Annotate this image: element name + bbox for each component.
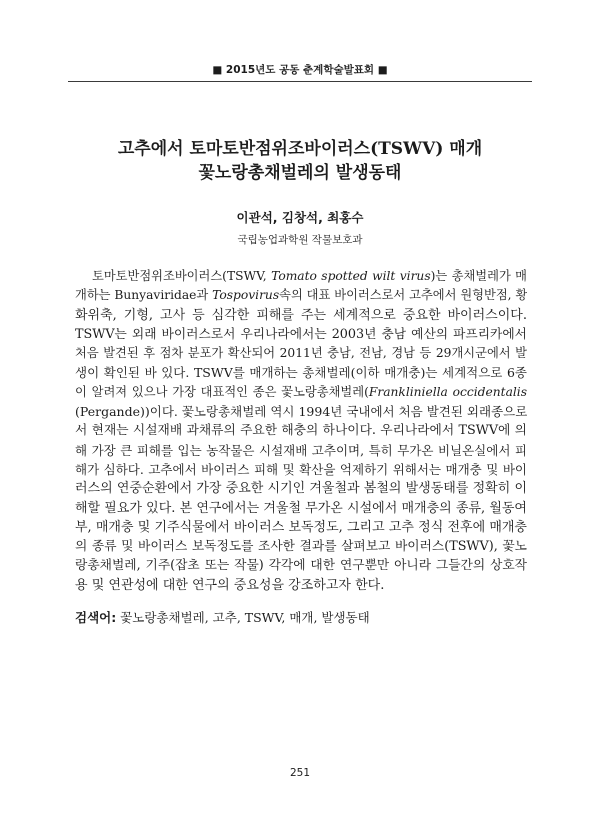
abstract-text: (Pergande))이다. 꽃노랑총채벌레 역시 1994년 국내에서 처음 발견된 외래종으로 [75,404,527,420]
keywords-value: 꽃노랑총채벌레, 고추, TSWV, 매개, 발생동태 [116,610,370,625]
abstract-line [75,344,527,363]
abstract-text: 화위축, 기형, 고사 등 심각한 피해를 주는 세계적으로 중요한 바이러스이다. [75,307,527,323]
abstract-line [75,441,527,460]
abstract-line [75,402,527,421]
abstract-text: 토마토반점위조바이러스(TSWV, [92,269,272,283]
abstract-text: 용 및 연관성에 대한 연구의 중요성을 강조하고자 한다. [75,577,385,593]
title-line-1: 고추에서 토마토반점위조바이러스(TSWV) 매개 [117,139,483,159]
keywords [75,608,527,627]
scientific-name: Tomato spotted wilt virus [271,269,431,283]
header-rule [68,81,532,82]
abstract-text: 개하는 Bunyaviridae과 [75,288,213,303]
author-list: 이관석, 김창석, 최홍수 [236,210,364,225]
scientific-name: Frankliniella occidentalis [368,384,527,399]
abstract-text: 속의 대표 바이러스로서 고추에서 원형반점, 황 [279,288,527,303]
abstract-text: 부, 매개충 및 기주식물에서 바이러스 보독정도, 그리고 고추 정식 전후에 매개충 [75,519,527,535]
abstract-line [75,518,527,537]
page-number: 251 [289,767,311,779]
abstract-text: )는 총채벌레가 매 [430,269,527,283]
abstract-text: 러스의 연중순환에서 가장 중요한 시기인 겨울철과 봄철의 발생동태를 정확히 이 [75,481,527,497]
abstract-text: 처음 발견된 후 점차 분포가 확산되어 2011년 충남, 전남, 경남 등 29개시군에서 발 [75,346,527,361]
abstract-line [75,383,527,402]
abstract-line [75,537,527,556]
abstract-text: 랑총채벌레, 기주(잡초 또는 작물) 각각에 대한 연구뿐만 아니라 그들간의 상호작 [75,558,527,574]
keywords-label: 검색어: [75,610,117,625]
abstract-text: 생이 확인된 바 있다. TSWV를 매개하는 총채벌레(이하 매개충)는 세계적으로 6종 [75,365,527,381]
abstract-line [75,499,527,518]
abstract-text: TSWV는 외래 바이러스로서 우리나라에서는 2003년 충남 예산의 파프리카에서 [75,326,527,342]
abstract-line [75,286,527,305]
abstract-line [75,576,527,595]
abstract-text: 해 가장 큰 피해를 입는 농작물은 시설재배 고추이며, 특히 무가온 비닐온실에서 피 [75,442,527,458]
abstract-text: 의 종류 및 바이러스 보독정도를 조사한 결과를 살펴보고 바이러스(TSWV), 꽃노 [75,539,527,555]
abstract-line [75,325,527,344]
abstract-line [75,363,527,382]
abstract-line [75,479,527,498]
abstract-line [75,421,527,440]
abstract-text: 서 현재는 시설재배 과채류의 주요한 해충의 하나이다. 우리나라에서 TSWV에 의 [75,423,527,439]
abstract-text: 해할 필요가 있다. 본 연구에서는 겨울철 무가온 시설에서 매개충의 종류, 월동여 [75,500,527,516]
abstract-line [75,460,527,479]
abstract-line [75,306,527,325]
abstract-text: 이 알려져 있으나 가장 대표적인 종은 꽃노랑총채벌레( [75,384,369,399]
running-header: ■ 2015년도 공동 춘계학술발표회 ■ [212,64,388,76]
title-line-2: 꽃노랑총채벌레의 발생동태 [198,163,402,183]
abstract-line [75,267,527,286]
scientific-name: Tospovirus [212,288,280,303]
affiliation: 국립농업과학원 작물보호과 [237,234,363,246]
abstract-body [75,267,527,595]
paper-title [60,137,540,185]
abstract-text: 해가 심하다. 고추에서 바이러스 피해 및 확산을 억제하기 위해서는 매개충 및 바이 [75,461,527,477]
abstract-line [75,556,527,575]
